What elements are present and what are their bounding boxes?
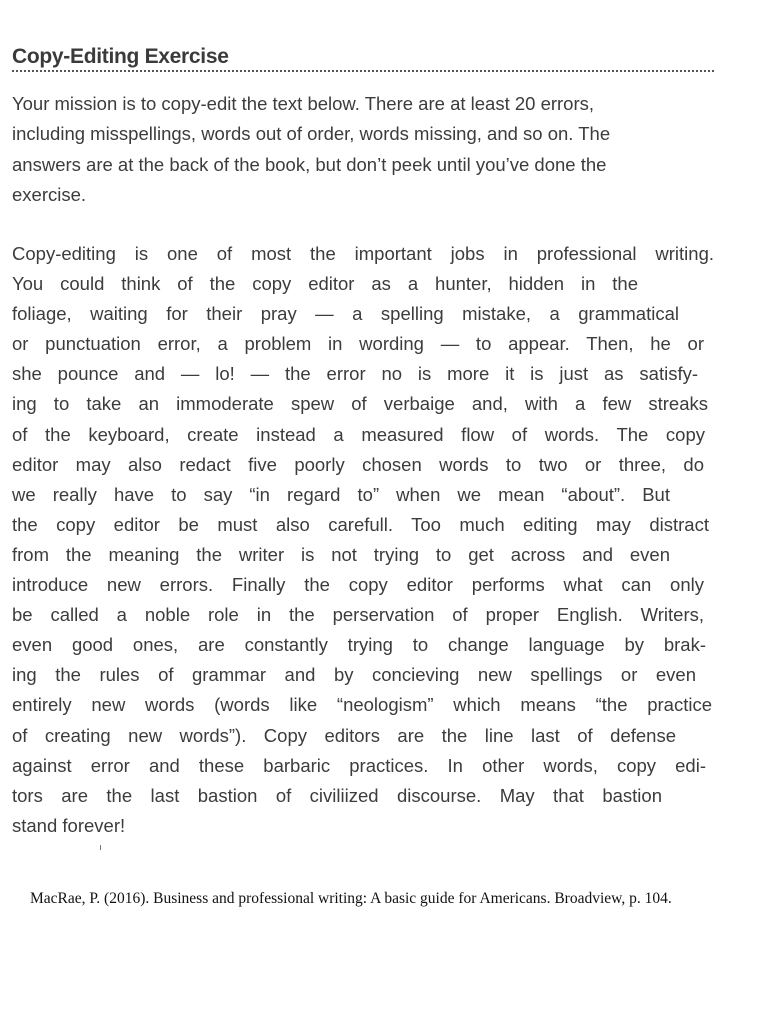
exercise-line: editor may also redact five poorly chosen words to two or three, do <box>12 453 704 475</box>
exercise-paragraph <box>12 239 714 841</box>
exercise-line: be called a noble role in the perservation of proper English. Writers, <box>12 604 704 626</box>
exercise-line: the copy editor be must also carefull. Too much editing may distract <box>12 513 709 535</box>
dotted-rule <box>12 70 714 72</box>
exercise-line: or punctuation error, a problem in wording — to appear. Then, he or <box>12 333 704 355</box>
exercise-line: from the meaning the writer is not trying to get across and even <box>12 543 670 565</box>
instructions-line: exercise. <box>12 183 87 205</box>
source-citation: MacRae, P. (2016). Business and professional writing: A basic guide for Americans. Broadview, p. 104. <box>30 890 672 907</box>
exercise-line: we really have to say “in regard to” when we mean “about”. But <box>12 483 670 505</box>
exercise-line: tors are the last bastion of civiliized discourse. May that bastion <box>12 784 662 806</box>
exercise-line: of the keyboard, create instead a measured flow of words. The copy <box>12 423 705 445</box>
exercise-line: of creating new words”). Copy editors are the line last of defense <box>12 724 676 746</box>
exercise-line: You could think of the copy editor as a hunter, hidden in the <box>12 273 638 295</box>
exercise-line: ing to take an immoderate spew of verbaige and, with a few streaks <box>12 393 708 415</box>
stray-mark <box>100 845 101 850</box>
instructions-line: Your mission is to copy-edit the text below. There are at least 20 errors, <box>12 93 595 114</box>
exercise-line: even good ones, are constantly trying to change language by brak- <box>12 634 706 656</box>
exercise-line: entirely new words (words like “neologism” which means “the practice <box>12 694 712 716</box>
exercise-heading: Copy-Editing Exercise <box>12 45 229 68</box>
exercise-line: ing the rules of grammar and by concieving new spellings or even <box>12 664 696 686</box>
exercise-line: against error and these barbaric practices. In other words, copy edi- <box>12 754 706 776</box>
exercise-line: foliage, waiting for their pray — a spelling mistake, a grammatical <box>12 303 679 325</box>
instructions-paragraph <box>12 89 712 210</box>
instructions-line: answers are at the back of the book, but don’t peek until you’ve done the <box>12 153 607 175</box>
exercise-line: she pounce and — lo! — the error no is more it is just as satisfy- <box>12 363 698 385</box>
exercise-line: introduce new errors. Finally the copy editor performs what can only <box>12 574 704 596</box>
instructions-line: including misspellings, words out of order, words missing, and so on. The <box>12 123 611 145</box>
exercise-line: stand forever! <box>12 814 126 836</box>
exercise-line: Copy-editing is one of most the important jobs in professional writing. <box>12 243 714 264</box>
heading-block <box>12 44 714 72</box>
